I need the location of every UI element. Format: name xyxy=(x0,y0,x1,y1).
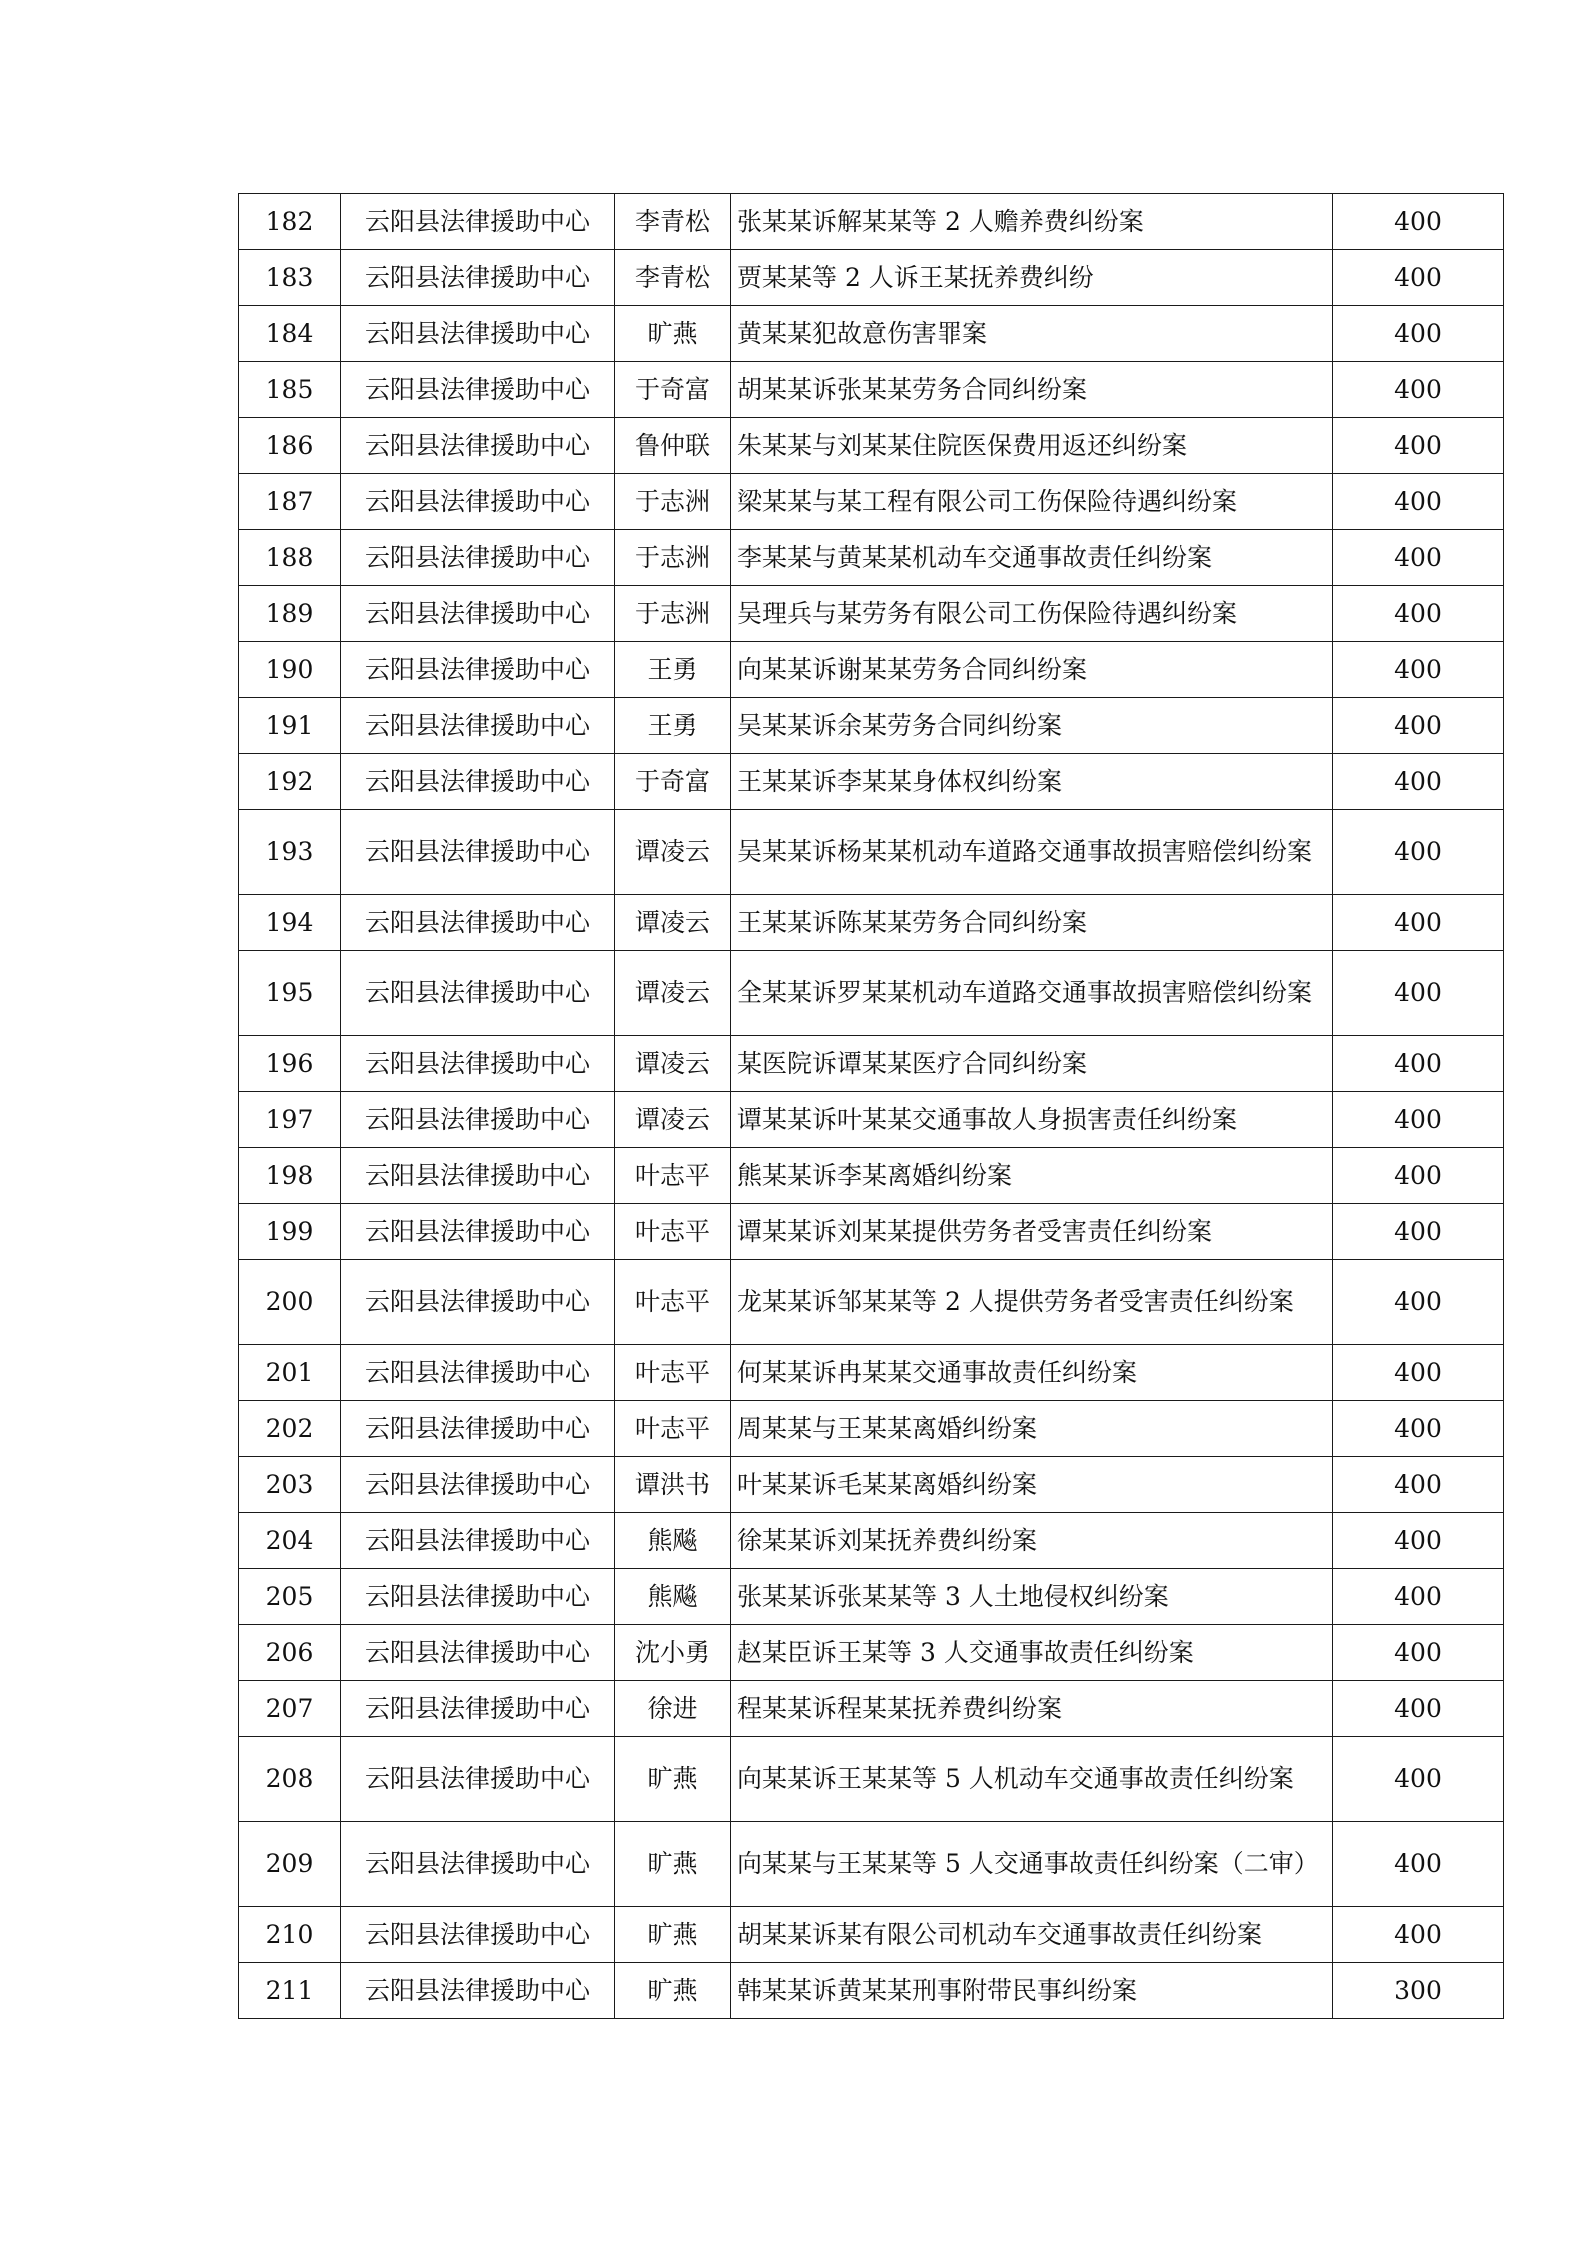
organization-cell: 云阳县法律援助中心 xyxy=(341,530,615,586)
amount-cell: 400 xyxy=(1333,194,1504,250)
case-name-cell: 朱某某与刘某某住院医保费用返还纠纷案 xyxy=(731,418,1333,474)
case-name-cell: 徐某某诉刘某抚养费纠纷案 xyxy=(731,1513,1333,1569)
lawyer-cell: 谭凌云 xyxy=(615,1036,731,1092)
table-row xyxy=(239,642,1504,698)
case-name-cell: 谭某某诉叶某某交通事故人身损害责任纠纷案 xyxy=(731,1092,1333,1148)
table-row xyxy=(239,362,1504,418)
organization-cell: 云阳县法律援助中心 xyxy=(341,1401,615,1457)
organization-cell: 云阳县法律援助中心 xyxy=(341,1513,615,1569)
case-name-cell: 龙某某诉邹某某等 2 人提供劳务者受害责任纠纷案 xyxy=(731,1260,1333,1345)
lawyer-cell: 于奇富 xyxy=(615,754,731,810)
table-row xyxy=(239,1907,1504,1963)
lawyer-cell: 于志洲 xyxy=(615,530,731,586)
case-name-cell: 张某某诉解某某等 2 人赡养费纠纷案 xyxy=(731,194,1333,250)
organization-cell: 云阳县法律援助中心 xyxy=(341,1569,615,1625)
case-number-cell: 210 xyxy=(239,1907,341,1963)
case-number-cell: 199 xyxy=(239,1204,341,1260)
case-number-cell: 209 xyxy=(239,1822,341,1907)
case-number-cell: 194 xyxy=(239,895,341,951)
case-number-cell: 189 xyxy=(239,586,341,642)
table-row xyxy=(239,1092,1504,1148)
table-row xyxy=(239,1260,1504,1345)
case-number-cell: 183 xyxy=(239,250,341,306)
organization-cell: 云阳县法律援助中心 xyxy=(341,1625,615,1681)
case-name-cell: 何某某诉冉某某交通事故责任纠纷案 xyxy=(731,1345,1333,1401)
organization-cell: 云阳县法律援助中心 xyxy=(341,418,615,474)
lawyer-cell: 谭凌云 xyxy=(615,1092,731,1148)
organization-cell: 云阳县法律援助中心 xyxy=(341,951,615,1036)
case-name-cell: 程某某诉程某某抚养费纠纷案 xyxy=(731,1681,1333,1737)
case-number-cell: 182 xyxy=(239,194,341,250)
amount-cell: 400 xyxy=(1333,895,1504,951)
case-name-cell: 王某某诉陈某某劳务合同纠纷案 xyxy=(731,895,1333,951)
amount-cell: 400 xyxy=(1333,1345,1504,1401)
lawyer-cell: 谭凌云 xyxy=(615,895,731,951)
case-number-cell: 185 xyxy=(239,362,341,418)
amount-cell: 400 xyxy=(1333,1822,1504,1907)
case-name-cell: 梁某某与某工程有限公司工伤保险待遇纠纷案 xyxy=(731,474,1333,530)
amount-cell: 400 xyxy=(1333,1401,1504,1457)
amount-cell: 400 xyxy=(1333,754,1504,810)
organization-cell: 云阳县法律援助中心 xyxy=(341,362,615,418)
case-name-cell: 某医院诉谭某某医疗合同纠纷案 xyxy=(731,1036,1333,1092)
lawyer-cell: 于志洲 xyxy=(615,586,731,642)
case-number-cell: 184 xyxy=(239,306,341,362)
case-name-cell: 周某某与王某某离婚纠纷案 xyxy=(731,1401,1333,1457)
case-name-cell: 王某某诉李某某身体权纠纷案 xyxy=(731,754,1333,810)
table-row xyxy=(239,895,1504,951)
case-number-cell: 205 xyxy=(239,1569,341,1625)
amount-cell: 400 xyxy=(1333,1092,1504,1148)
lawyer-cell: 于奇富 xyxy=(615,362,731,418)
case-name-cell: 吴某某诉杨某某机动车道路交通事故损害赔偿纠纷案 xyxy=(731,810,1333,895)
amount-cell: 400 xyxy=(1333,1737,1504,1822)
case-number-cell: 188 xyxy=(239,530,341,586)
table-row xyxy=(239,1569,1504,1625)
lawyer-cell: 熊飚 xyxy=(615,1569,731,1625)
case-name-cell: 吴理兵与某劳务有限公司工伤保险待遇纠纷案 xyxy=(731,586,1333,642)
case-number-cell: 202 xyxy=(239,1401,341,1457)
table-row xyxy=(239,1345,1504,1401)
table-row xyxy=(239,1513,1504,1569)
case-number-cell: 196 xyxy=(239,1036,341,1092)
amount-cell: 400 xyxy=(1333,810,1504,895)
case-number-cell: 198 xyxy=(239,1148,341,1204)
case-name-cell: 叶某某诉毛某某离婚纠纷案 xyxy=(731,1457,1333,1513)
lawyer-cell: 鲁仲联 xyxy=(615,418,731,474)
lawyer-cell: 熊飚 xyxy=(615,1513,731,1569)
table-row xyxy=(239,1625,1504,1681)
organization-cell: 云阳县法律援助中心 xyxy=(341,1681,615,1737)
table-row xyxy=(239,1822,1504,1907)
organization-cell: 云阳县法律援助中心 xyxy=(341,194,615,250)
case-name-cell: 全某某诉罗某某机动车道路交通事故损害赔偿纠纷案 xyxy=(731,951,1333,1036)
amount-cell: 400 xyxy=(1333,1907,1504,1963)
case-name-cell: 张某某诉张某某等 3 人土地侵权纠纷案 xyxy=(731,1569,1333,1625)
table-row xyxy=(239,1401,1504,1457)
organization-cell: 云阳县法律援助中心 xyxy=(341,586,615,642)
table-row xyxy=(239,530,1504,586)
amount-cell: 400 xyxy=(1333,1204,1504,1260)
organization-cell: 云阳县法律援助中心 xyxy=(341,1737,615,1822)
lawyer-cell: 叶志平 xyxy=(615,1260,731,1345)
case-number-cell: 195 xyxy=(239,951,341,1036)
lawyer-cell: 叶志平 xyxy=(615,1401,731,1457)
table-row xyxy=(239,1737,1504,1822)
amount-cell: 400 xyxy=(1333,1036,1504,1092)
case-name-cell: 李某某与黄某某机动车交通事故责任纠纷案 xyxy=(731,530,1333,586)
table-row xyxy=(239,1963,1504,2019)
case-number-cell: 203 xyxy=(239,1457,341,1513)
table-row xyxy=(239,418,1504,474)
case-number-cell: 190 xyxy=(239,642,341,698)
case-name-cell: 向某某诉王某某等 5 人机动车交通事故责任纠纷案 xyxy=(731,1737,1333,1822)
case-name-cell: 赵某臣诉王某等 3 人交通事故责任纠纷案 xyxy=(731,1625,1333,1681)
lawyer-cell: 谭洪书 xyxy=(615,1457,731,1513)
organization-cell: 云阳县法律援助中心 xyxy=(341,642,615,698)
table-body xyxy=(239,194,1504,2019)
case-number-cell: 187 xyxy=(239,474,341,530)
lawyer-cell: 李青松 xyxy=(615,250,731,306)
organization-cell: 云阳县法律援助中心 xyxy=(341,1963,615,2019)
table-row xyxy=(239,194,1504,250)
case-number-cell: 197 xyxy=(239,1092,341,1148)
organization-cell: 云阳县法律援助中心 xyxy=(341,754,615,810)
table-row xyxy=(239,474,1504,530)
case-number-cell: 186 xyxy=(239,418,341,474)
case-number-cell: 201 xyxy=(239,1345,341,1401)
lawyer-cell: 徐进 xyxy=(615,1681,731,1737)
lawyer-cell: 王勇 xyxy=(615,698,731,754)
organization-cell: 云阳县法律援助中心 xyxy=(341,1204,615,1260)
case-name-cell: 向某某与王某某等 5 人交通事故责任纠纷案（二审） xyxy=(731,1822,1333,1907)
case-number-cell: 211 xyxy=(239,1963,341,2019)
case-name-cell: 贾某某等 2 人诉王某抚养费纠纷 xyxy=(731,250,1333,306)
case-name-cell: 韩某某诉黄某某刑事附带民事纠纷案 xyxy=(731,1963,1333,2019)
table-row xyxy=(239,586,1504,642)
legal-aid-cases-table xyxy=(238,193,1504,2019)
case-number-cell: 191 xyxy=(239,698,341,754)
amount-cell: 400 xyxy=(1333,362,1504,418)
table-row xyxy=(239,951,1504,1036)
organization-cell: 云阳县法律援助中心 xyxy=(341,810,615,895)
table-row xyxy=(239,1457,1504,1513)
lawyer-cell: 旷燕 xyxy=(615,1963,731,2019)
case-number-cell: 208 xyxy=(239,1737,341,1822)
lawyer-cell: 于志洲 xyxy=(615,474,731,530)
case-name-cell: 胡某某诉张某某劳务合同纠纷案 xyxy=(731,362,1333,418)
organization-cell: 云阳县法律援助中心 xyxy=(341,1036,615,1092)
organization-cell: 云阳县法律援助中心 xyxy=(341,250,615,306)
amount-cell: 400 xyxy=(1333,418,1504,474)
lawyer-cell: 旷燕 xyxy=(615,1737,731,1822)
table-row xyxy=(239,250,1504,306)
table-row xyxy=(239,754,1504,810)
table-row xyxy=(239,1681,1504,1737)
table-row xyxy=(239,306,1504,362)
lawyer-cell: 谭凌云 xyxy=(615,951,731,1036)
case-number-cell: 204 xyxy=(239,1513,341,1569)
case-name-cell: 黄某某犯故意伤害罪案 xyxy=(731,306,1333,362)
amount-cell: 400 xyxy=(1333,1681,1504,1737)
amount-cell: 400 xyxy=(1333,698,1504,754)
lawyer-cell: 叶志平 xyxy=(615,1345,731,1401)
amount-cell: 400 xyxy=(1333,642,1504,698)
case-number-cell: 193 xyxy=(239,810,341,895)
organization-cell: 云阳县法律援助中心 xyxy=(341,698,615,754)
case-name-cell: 向某某诉谢某某劳务合同纠纷案 xyxy=(731,642,1333,698)
organization-cell: 云阳县法律援助中心 xyxy=(341,306,615,362)
case-number-cell: 206 xyxy=(239,1625,341,1681)
lawyer-cell: 李青松 xyxy=(615,194,731,250)
table-row xyxy=(239,1148,1504,1204)
amount-cell: 400 xyxy=(1333,250,1504,306)
lawyer-cell: 王勇 xyxy=(615,642,731,698)
amount-cell: 400 xyxy=(1333,1457,1504,1513)
amount-cell: 400 xyxy=(1333,586,1504,642)
amount-cell: 400 xyxy=(1333,1625,1504,1681)
amount-cell: 400 xyxy=(1333,1148,1504,1204)
amount-cell: 400 xyxy=(1333,1569,1504,1625)
amount-cell: 400 xyxy=(1333,951,1504,1036)
amount-cell: 400 xyxy=(1333,530,1504,586)
amount-cell: 400 xyxy=(1333,474,1504,530)
table-row xyxy=(239,698,1504,754)
case-number-cell: 207 xyxy=(239,1681,341,1737)
case-number-cell: 192 xyxy=(239,754,341,810)
case-number-cell: 200 xyxy=(239,1260,341,1345)
lawyer-cell: 旷燕 xyxy=(615,1822,731,1907)
organization-cell: 云阳县法律援助中心 xyxy=(341,1092,615,1148)
organization-cell: 云阳县法律援助中心 xyxy=(341,1260,615,1345)
case-name-cell: 熊某某诉李某离婚纠纷案 xyxy=(731,1148,1333,1204)
lawyer-cell: 旷燕 xyxy=(615,1907,731,1963)
organization-cell: 云阳县法律援助中心 xyxy=(341,1457,615,1513)
table-row xyxy=(239,810,1504,895)
amount-cell: 400 xyxy=(1333,1513,1504,1569)
amount-cell: 400 xyxy=(1333,306,1504,362)
lawyer-cell: 叶志平 xyxy=(615,1204,731,1260)
case-name-cell: 谭某某诉刘某某提供劳务者受害责任纠纷案 xyxy=(731,1204,1333,1260)
organization-cell: 云阳县法律援助中心 xyxy=(341,474,615,530)
organization-cell: 云阳县法律援助中心 xyxy=(341,895,615,951)
organization-cell: 云阳县法律援助中心 xyxy=(341,1148,615,1204)
organization-cell: 云阳县法律援助中心 xyxy=(341,1822,615,1907)
case-name-cell: 吴某某诉余某劳务合同纠纷案 xyxy=(731,698,1333,754)
lawyer-cell: 旷燕 xyxy=(615,306,731,362)
organization-cell: 云阳县法律援助中心 xyxy=(341,1907,615,1963)
organization-cell: 云阳县法律援助中心 xyxy=(341,1345,615,1401)
amount-cell: 400 xyxy=(1333,1260,1504,1345)
amount-cell: 300 xyxy=(1333,1963,1504,2019)
table-row xyxy=(239,1036,1504,1092)
case-name-cell: 胡某某诉某有限公司机动车交通事故责任纠纷案 xyxy=(731,1907,1333,1963)
table-row xyxy=(239,1204,1504,1260)
lawyer-cell: 叶志平 xyxy=(615,1148,731,1204)
lawyer-cell: 谭凌云 xyxy=(615,810,731,895)
lawyer-cell: 沈小勇 xyxy=(615,1625,731,1681)
